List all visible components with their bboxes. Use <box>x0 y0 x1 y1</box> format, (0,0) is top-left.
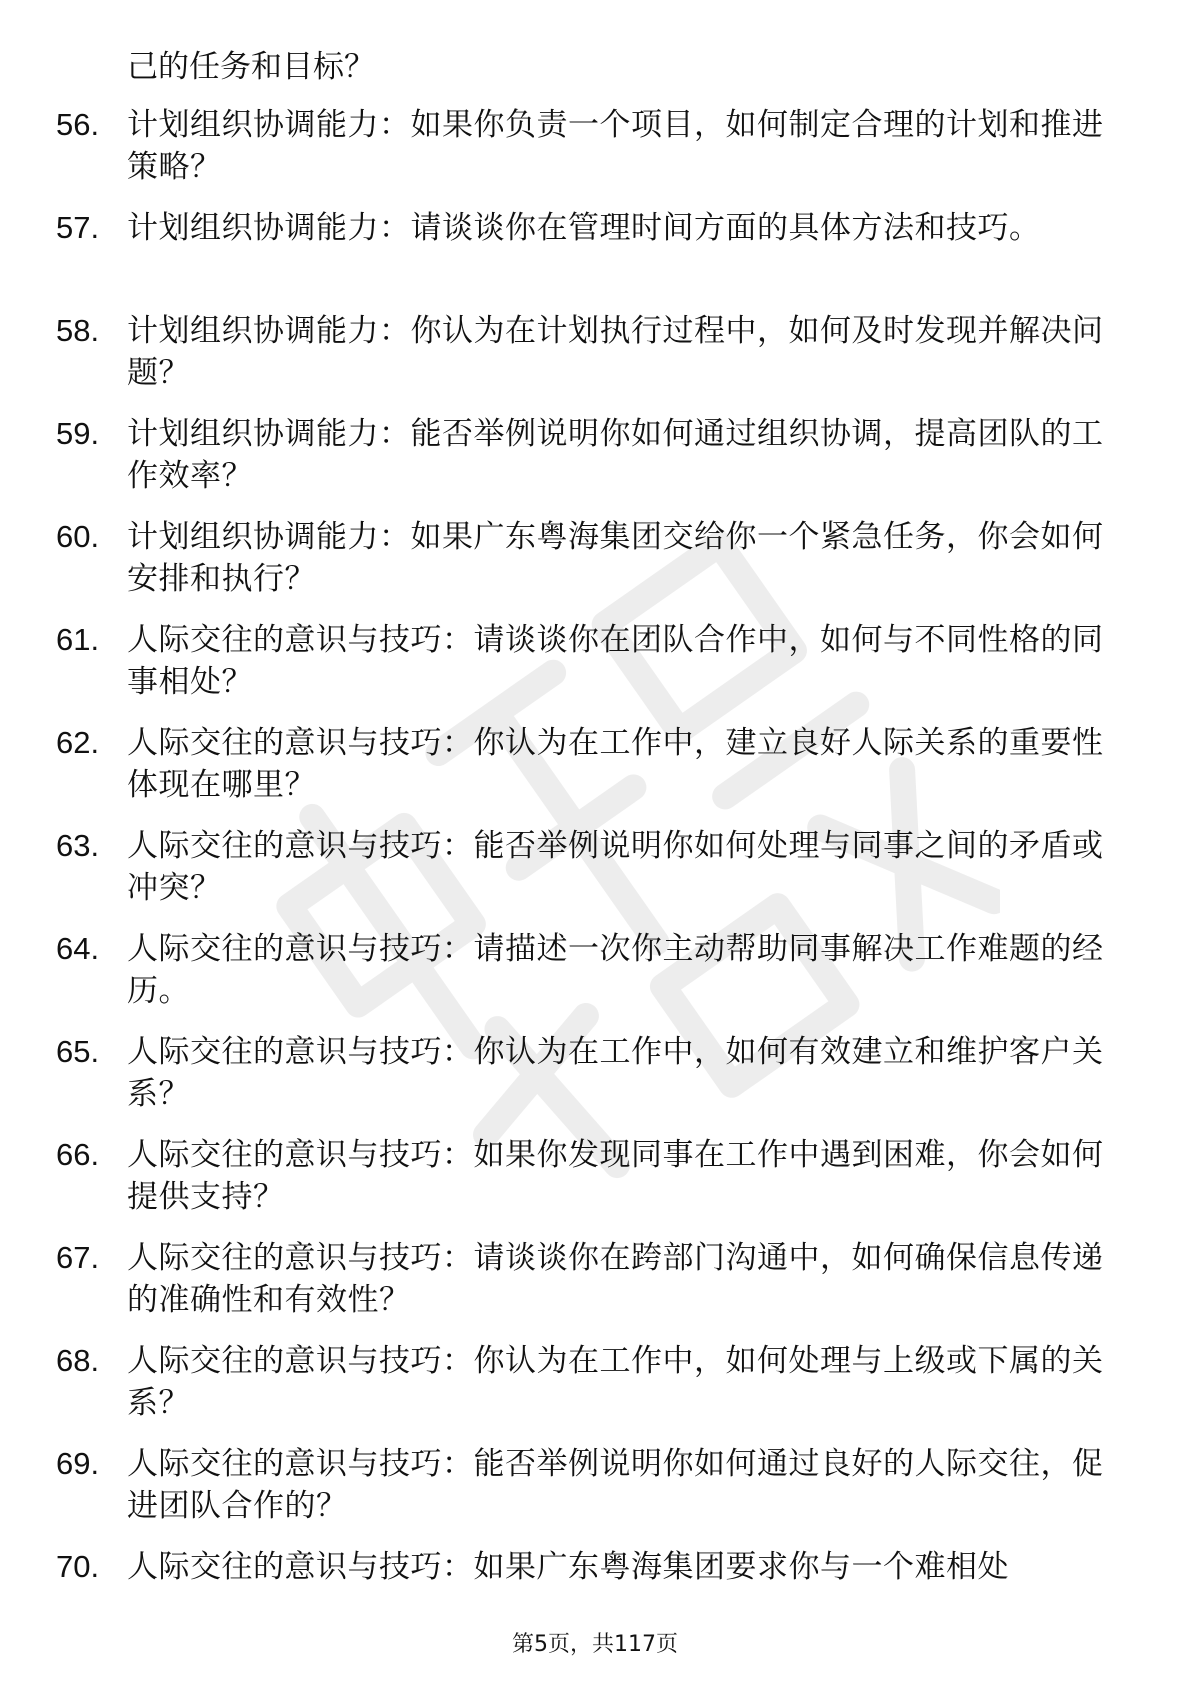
item-text: 计划组织协调能力：请谈谈你在管理时间方面的具体方法和技巧。 <box>127 210 1041 246</box>
item-number: 70. <box>56 1549 100 1584</box>
item-number: 62. <box>56 725 100 760</box>
item-number: 56. <box>56 107 100 142</box>
item-number: 58. <box>56 313 100 348</box>
item-number: 69. <box>56 1446 100 1481</box>
list-item <box>0 825 1190 909</box>
list-item <box>0 1340 1190 1424</box>
item-text: 计划组织协调能力：能否举例说明你如何通过组织协调，提高团队的工作效率？ <box>127 416 1104 494</box>
item-text: 计划组织协调能力：如果你负责一个项目，如何制定合理的计划和推进策略？ <box>127 107 1104 185</box>
item-text: 人际交往的意识与技巧：请描述一次你主动帮助同事解决工作难题的经历。 <box>127 931 1104 1009</box>
item-text: 人际交往的意识与技巧：如果广东粤海集团要求你与一个难相处 <box>127 1549 1009 1585</box>
list-item <box>0 1031 1190 1115</box>
item-text: 人际交往的意识与技巧：你认为在工作中，建立良好人际关系的重要性体现在哪里？ <box>127 725 1104 803</box>
list-item <box>0 207 1190 291</box>
item-number: 66. <box>56 1137 100 1172</box>
item-number: 65. <box>56 1034 100 1069</box>
item-text: 人际交往的意识与技巧：请谈谈你在跨部门沟通中，如何确保信息传递的准确性和有效性？ <box>127 1240 1104 1318</box>
item-text: 人际交往的意识与技巧：请谈谈你在团队合作中，如何与不同性格的同事相处？ <box>127 622 1104 700</box>
item-text: 人际交往的意识与技巧：你认为在工作中，如何有效建立和维护客户关系？ <box>127 1034 1104 1112</box>
continued-line: 己的任务和目标？ <box>127 49 375 85</box>
item-number: 68. <box>56 1343 100 1378</box>
item-text: 计划组织协调能力：你认为在计划执行过程中，如何及时发现并解决问题？ <box>127 313 1104 391</box>
item-number: 60. <box>56 519 100 554</box>
page-footer: 第5页，共117页 <box>512 1632 678 1657</box>
item-text: 人际交往的意识与技巧：你认为在工作中，如何处理与上级或下属的关系？ <box>127 1343 1104 1421</box>
item-text: 人际交往的意识与技巧：能否举例说明你如何通过良好的人际交往，促进团队合作的？ <box>127 1446 1104 1524</box>
question-list <box>0 46 1190 1649</box>
list-item <box>0 104 1190 188</box>
list-item <box>0 1134 1190 1218</box>
item-text: 人际交往的意识与技巧：如果你发现同事在工作中遇到困难，你会如何提供支持？ <box>127 1137 1104 1215</box>
list-item <box>0 1237 1190 1321</box>
item-number: 63. <box>56 828 100 863</box>
list-item <box>0 1546 1190 1630</box>
item-number: 57. <box>56 210 100 245</box>
list-item <box>0 928 1190 1012</box>
item-text: 计划组织协调能力：如果广东粤海集团交给你一个紧急任务，你会如何安排和执行？ <box>127 519 1104 597</box>
item-text: 人际交往的意识与技巧：能否举例说明你如何处理与同事之间的矛盾或冲突？ <box>127 828 1104 906</box>
item-number: 67. <box>56 1240 100 1275</box>
list-item <box>0 722 1190 806</box>
item-number: 59. <box>56 416 100 451</box>
list-item <box>0 516 1190 600</box>
list-item <box>0 619 1190 703</box>
list-item <box>0 310 1190 394</box>
item-number: 61. <box>56 622 100 657</box>
list-item <box>0 413 1190 497</box>
item-number: 64. <box>56 931 100 966</box>
list-item <box>0 1443 1190 1527</box>
